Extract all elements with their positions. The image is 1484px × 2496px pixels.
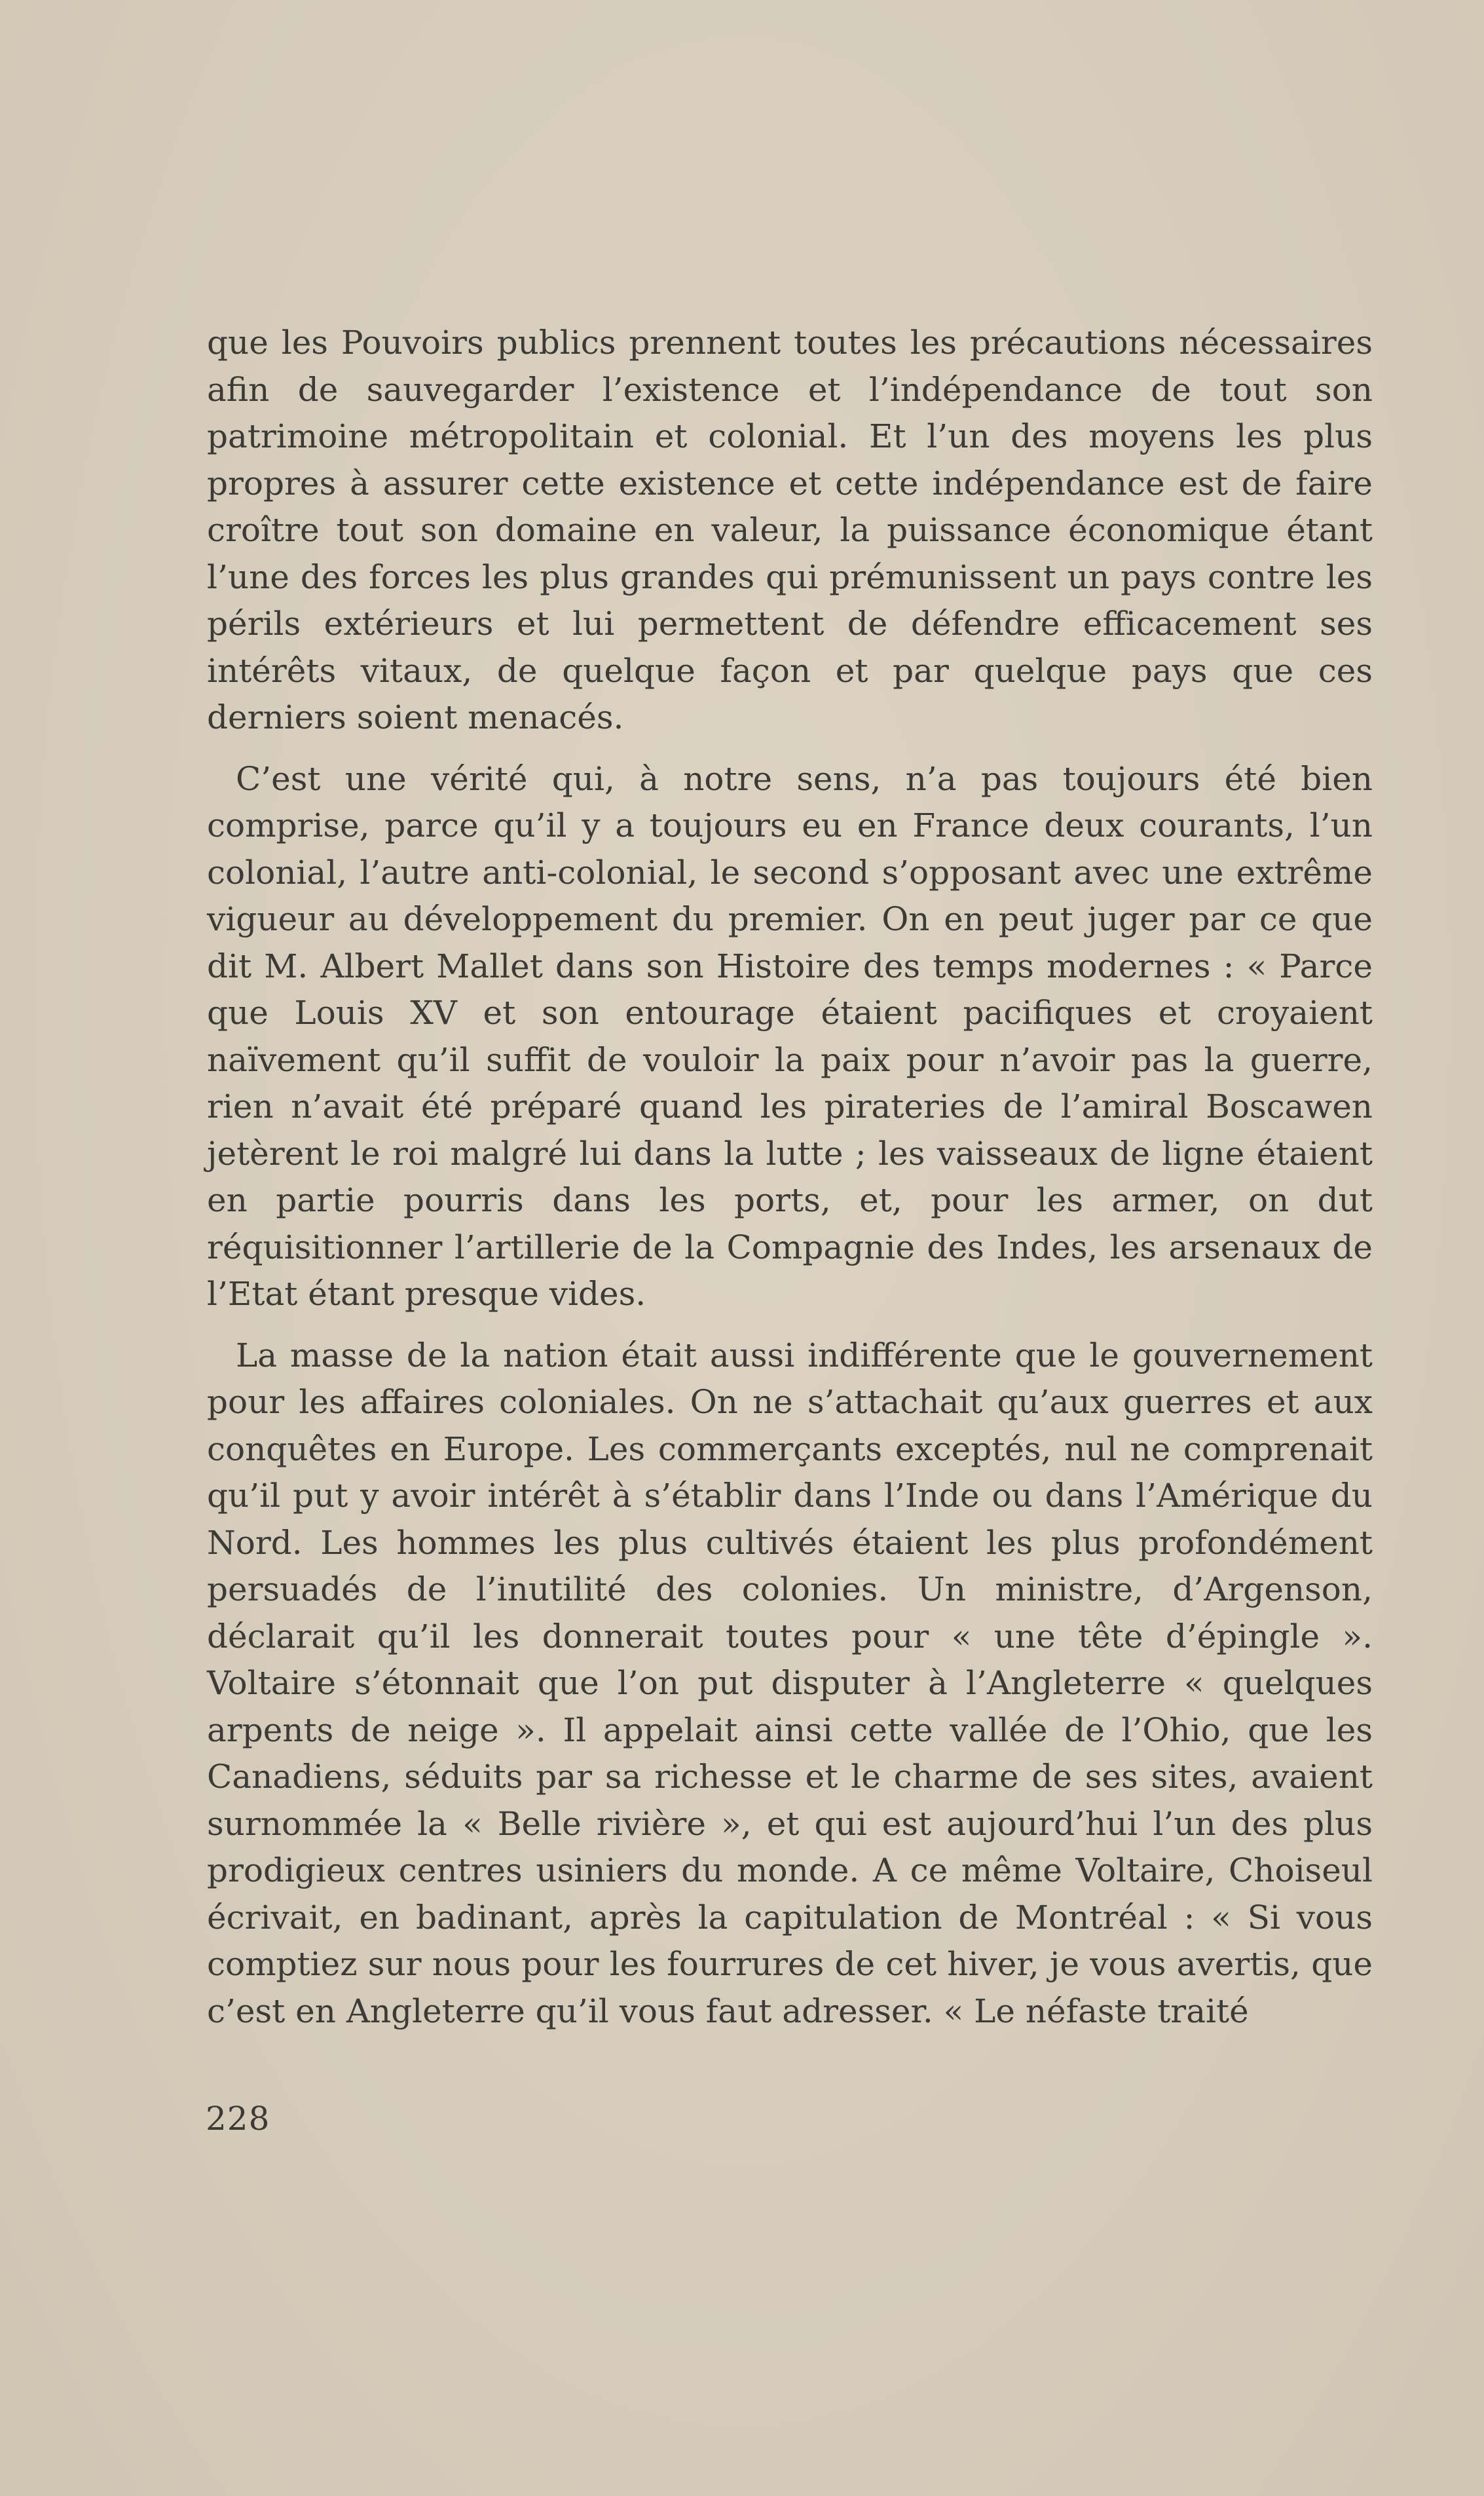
- paragraph-3: La masse de la nation était aussi indifférente que le gouvernement pour les affaires coloniales. On ne s’attachait qu’aux guerres et aux conquêtes en Europe. Les commerçants exceptés, nul ne comprenait qu’il put y avoir intérêt à s’établir dans l’Inde ou dans l’Amérique du Nord. Les hommes les plus cultivés étaient les plus profondément persuadés de l’inutilité des colonies. Un ministre, d’Argenson, déclarait qu’il les donnerait toutes pour « une tête d’épingle ». Voltaire s’étonnait que l’on put disputer à l’Angleterre « quelques arpents de neige ». Il appelait ainsi cette vallée de l’Ohio, que les Canadiens, séduits par sa richesse et le charme de ses sites, avaient surnommée la « Belle rivière », et qui est aujourd’hui l’un des plus prodigieux centres usiniers du monde. A ce même Voltaire, Choiseul écrivait, en badinant, après la capitulation de Montréal : « Si vous comptiez sur nous pour les fourrures de cet hiver, je vous avertis, que c’est en Angleterre qu’il vous faut adresser. « Le néfaste traité: [207, 1336, 1373, 2030]
- page-number: 228: [206, 2100, 270, 2138]
- body-text: [207, 320, 1373, 2035]
- paragraph-1: que les Pouvoirs publics prennent toutes les précautions nécessaires afin de sauvegarder l’existence et l’indépendance de tout son patrimoine métropolitain et colonial. Et l’un des moyens les plus propres à assurer cette existence et cette indépendance est de faire croître tout son domaine en valeur, la puissance économique étant l’une des forces les plus grandes qui prémunissent un pays contre les périls extérieurs et lui permettent de défendre efficacement ses intérêts vitaux, de quelque façon et par quelque pays que ces derniers soient menacés.: [207, 324, 1373, 736]
- paragraph-2: C’est une vérité qui, à notre sens, n’a pas toujours été bien comprise, parce qu’il y a toujours eu en France deux courants, l’un colonial, l’autre anti-colonial, le second s’opposant avec une extrême vigueur au développement du premier. On en peut juger par ce que dit M. Albert Mallet dans son Histoire des temps modernes : « Parce que Louis XV et son entourage étaient pacifiques et croyaient naïvement qu’il suffit de vouloir la paix pour n’avoir pas la guerre, rien n’avait été préparé quand les pirateries de l’amiral Boscawen jetèrent le roi malgré lui dans la lutte ; les vaisseaux de ligne étaient en partie pourris dans les ports, et, pour les armer, on dut réquisitionner l’artillerie de la Compagnie des Indes, les arsenaux de l’Etat étant presque vides.: [207, 759, 1373, 1313]
